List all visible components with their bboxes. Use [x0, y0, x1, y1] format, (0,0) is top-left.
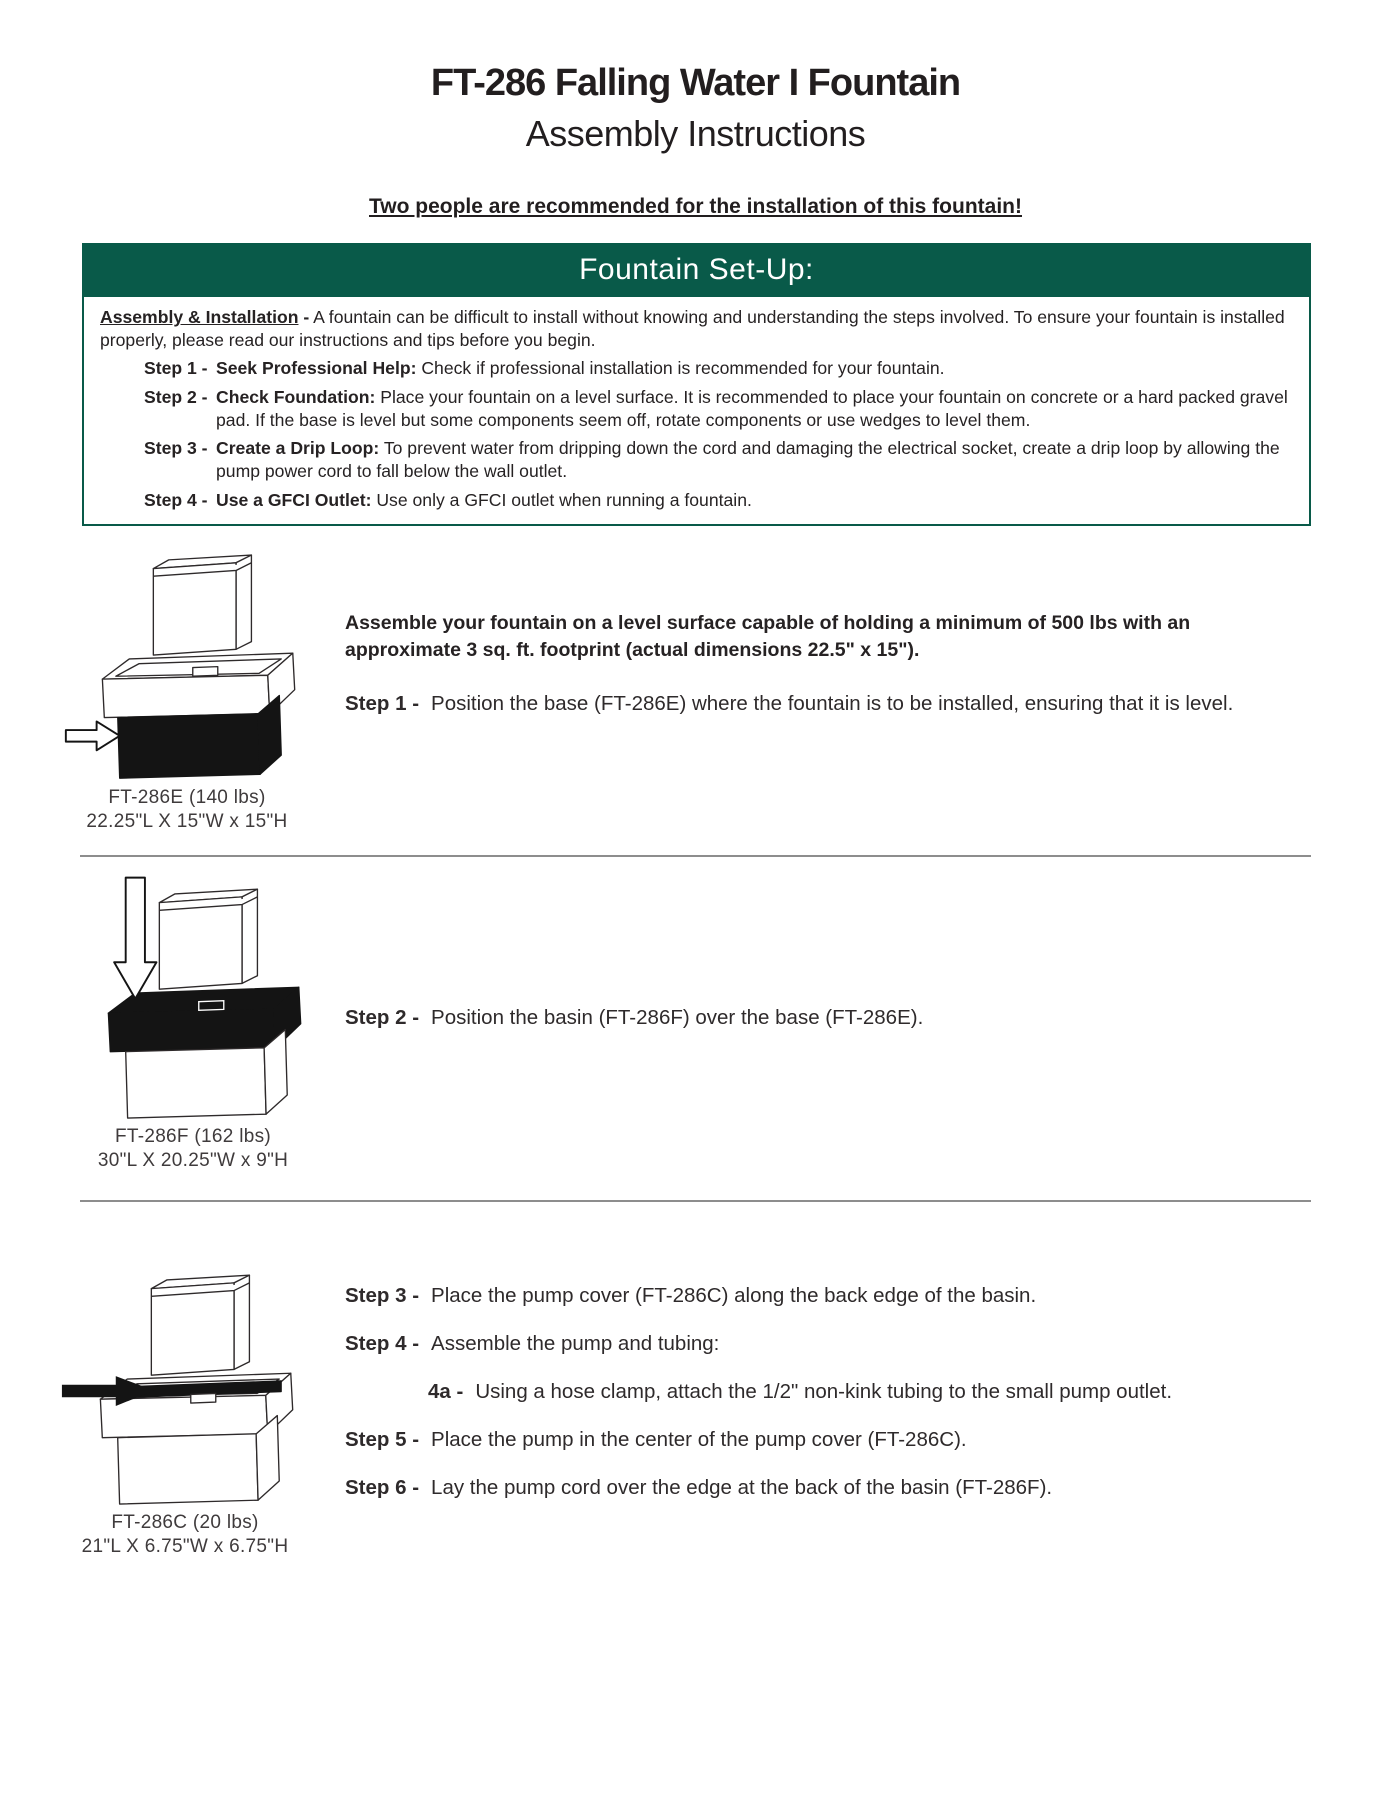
step-row — [345, 1332, 719, 1356]
setup-step-label: Step 1 - — [144, 358, 208, 379]
step-row — [345, 692, 1233, 716]
column-shape — [159, 889, 257, 989]
setup-box-title: Fountain Set-Up: — [82, 243, 1311, 297]
fountain-setup-box — [82, 243, 1311, 526]
basin-caption-dimensions: 30"L X 20.25"W x 9"H — [97, 1150, 289, 1171]
setup-intro-dash: - — [303, 307, 310, 327]
pump-cover-caption-dimensions: 21"L X 6.75"W x 6.75"H — [81, 1536, 289, 1557]
step-text: Position the base (FT-286E) where the fountain is to be installed, ensuring that it is level. — [431, 692, 1234, 715]
step-label: Step 6 - — [345, 1476, 420, 1499]
surface-requirement-text: Assemble your fountain on a level surface capable of holding a minimum of 500 lbs with an approximate 3 sq. ft. footprint (actual dimensions 22.5" x 15"). — [345, 612, 1191, 661]
setup-step-label: Step 3 - — [144, 438, 208, 459]
setup-step-text — [216, 489, 1293, 512]
basin-caption-model: FT-286F (162 lbs) — [114, 1126, 272, 1147]
column-shape — [151, 1275, 249, 1375]
pump-cover-diagram-figure — [50, 1252, 320, 1559]
setup-step-text — [216, 386, 1293, 432]
setup-step-desc: Use only a GFCI outlet when running a fountain. — [376, 489, 752, 510]
step-label: Step 1 - — [345, 692, 420, 715]
step-text: Place the pump in the center of the pump cover (FT-286C). — [431, 1428, 967, 1451]
basin-notch — [191, 1393, 216, 1403]
step-row — [345, 1006, 923, 1030]
setup-step-text — [216, 437, 1293, 483]
setup-box-body — [82, 297, 1311, 526]
section-divider — [80, 855, 1311, 857]
setup-intro-text: A fountain can be difficult to install without knowing and understanding the steps involved. To ensure your fountain is installed properly, please read our instructions and tips before you begin. — [100, 307, 1285, 351]
page-subtitle: Assembly Instructions — [525, 113, 866, 154]
substep-row — [428, 1380, 1172, 1404]
column-shape — [153, 555, 251, 655]
setup-step-text — [216, 357, 1293, 380]
fountain-base-diagram — [62, 532, 312, 782]
step-row — [345, 1284, 1036, 1308]
base-caption-model: FT-286E (140 lbs) — [108, 787, 266, 808]
setup-step-row — [144, 386, 1293, 432]
substep-text: Using a hose clamp, attach the 1/2" non-kink tubing to the small pump outlet. — [475, 1380, 1173, 1403]
base-diagram-figure — [52, 532, 322, 834]
base-caption — [52, 786, 322, 834]
setup-step-desc: Place your fountain on a level surface. It is recommended to place your fountain on concrete or a hard packed gravel pad. If the base is level but some components seem off, rotate components or use wedges to level them. — [216, 386, 1288, 430]
step-label: Step 2 - — [345, 1006, 420, 1029]
base-caption-dimensions: 22.25"L X 15"W x 15"H — [86, 811, 288, 832]
step-text: Place the pump cover (FT-286C) along the back edge of the basin. — [431, 1284, 1037, 1307]
setup-step-row — [144, 489, 1293, 512]
setup-step-bold: Use a GFCI Outlet: — [216, 489, 372, 510]
setup-step-desc: Check if professional installation is recommended for your fountain. — [421, 358, 945, 379]
setup-intro-label: Assembly & Installation — [100, 307, 299, 327]
setup-step-bold: Create a Drip Loop: — [216, 438, 380, 459]
page-title: FT-286 Falling Water I Fountain — [430, 62, 961, 104]
step-label: Step 3 - — [345, 1284, 420, 1307]
substep-label: 4a - — [428, 1380, 464, 1403]
setup-step-row — [144, 437, 1293, 483]
section-steps3-6-pump-cover — [0, 1252, 1391, 1582]
setup-step-bold: Check Foundation: — [216, 386, 376, 407]
pump-cover-caption-model: FT-286C (20 lbs) — [111, 1512, 259, 1533]
pump-cover-caption — [50, 1511, 320, 1559]
two-people-notice: Two people are recommended for the installation of this fountain! — [369, 195, 1022, 218]
setup-step-desc: To prevent water from dripping down the cord and damaging the electrical socket, create a drip loop by allowing the pump power cord to fall below the wall outlet. — [216, 438, 1280, 482]
setup-intro — [100, 306, 1293, 352]
step-text: Assemble the pump and tubing: — [431, 1332, 720, 1355]
setup-step-label: Step 2 - — [144, 386, 208, 407]
fountain-pump-cover-diagram — [60, 1252, 310, 1507]
basin-diagram-figure — [58, 866, 328, 1173]
section-step1-base — [0, 532, 1391, 855]
step-text: Position the basin (FT-286F) over the base (FT-286E). — [431, 1006, 924, 1029]
step-row — [345, 1476, 1052, 1500]
section-divider — [80, 1200, 1311, 1202]
step-row — [345, 1428, 967, 1452]
setup-step-bold: Seek Professional Help: — [216, 358, 417, 379]
step-text: Lay the pump cord over the edge at the back of the basin (FT-286F). — [431, 1476, 1053, 1499]
right-arrow-icon — [66, 721, 120, 750]
down-arrow-icon — [114, 878, 156, 999]
document-header — [0, 62, 1391, 219]
setup-step-label: Step 4 - — [144, 489, 208, 510]
fountain-basin-diagram — [68, 866, 318, 1121]
basin-caption — [58, 1125, 328, 1173]
step-label: Step 5 - — [345, 1428, 420, 1451]
step-label: Step 4 - — [345, 1332, 420, 1355]
section-step2-basin — [0, 866, 1391, 1200]
setup-step-row — [144, 357, 1293, 380]
